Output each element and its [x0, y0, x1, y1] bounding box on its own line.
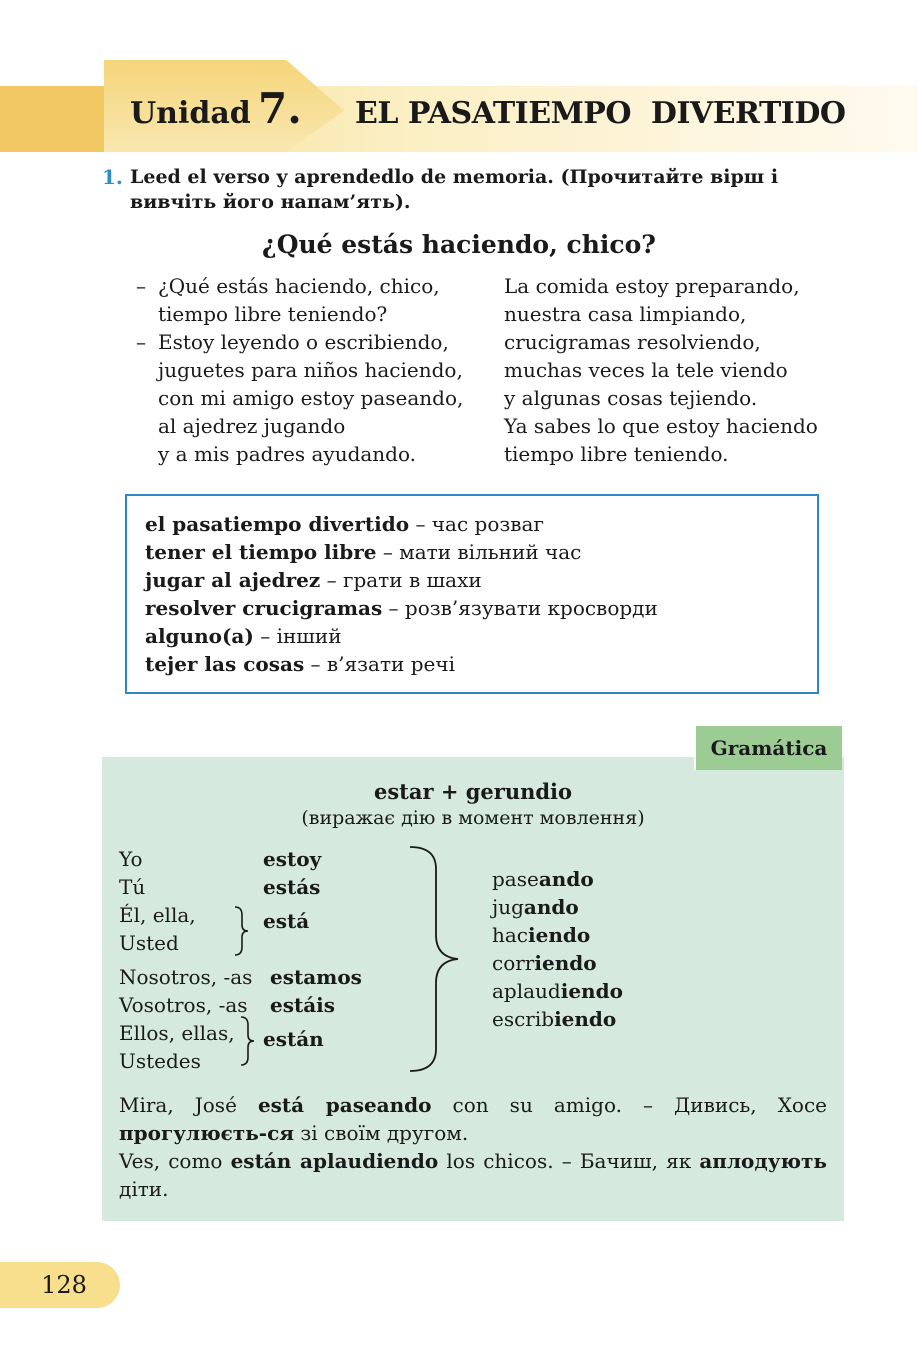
- poem-line: al ajedrez jugando: [158, 414, 346, 438]
- grammar-subtitle: (виражає дію в момент мовлення): [301, 807, 645, 829]
- gerund-item: paseando: [492, 867, 594, 891]
- unit-title: EL PASATIEMPO DIVERTIDO: [355, 96, 846, 131]
- pronoun-yo: Yo: [119, 847, 143, 871]
- gerund-item: jugando: [492, 895, 579, 919]
- verb-estais: estáis: [270, 993, 336, 1017]
- gerund-item: aplaudiendo: [492, 979, 623, 1003]
- poem-line: – ¿Qué estás haciendo, chico,: [136, 274, 440, 298]
- verb-estas: estás: [263, 875, 321, 899]
- gerund-list: [492, 865, 623, 1033]
- small-brace-icon: [232, 905, 250, 957]
- poem-line: tiempo libre teniendo.: [504, 442, 729, 466]
- poem-line: muchas veces la tele viendo: [504, 358, 788, 382]
- vocab-item: [145, 622, 817, 650]
- pronoun-el-ella: Él, ella,: [119, 903, 196, 927]
- vocab-item: [145, 566, 817, 594]
- pronoun-ustedes: Ustedes: [119, 1049, 201, 1073]
- vocab-translation: – інший: [253, 624, 342, 648]
- poem-line: juguetes para niños haciendo,: [158, 358, 463, 382]
- vocab-term: tener el tiempo libre: [145, 540, 377, 564]
- example-sentence: Mira, José está paseando con su amigo. – Дивись, Хосе прогулюєть-ся зі своїм другом.: [119, 1093, 828, 1145]
- poem-line: Ya sabes lo que estoy haciendo: [504, 414, 818, 438]
- verb-estan: están: [263, 1027, 324, 1051]
- verb-esta: está: [263, 909, 310, 933]
- vocab-term: el pasatiempo divertido: [145, 512, 410, 536]
- vocab-term: alguno(a): [145, 624, 254, 648]
- large-brace-icon: [406, 845, 462, 1073]
- unit-label: Unidad: [130, 96, 251, 131]
- verb-estoy: estoy: [263, 847, 322, 871]
- pronoun-nosotros: Nosotros, -as: [119, 965, 253, 989]
- poem-line: – Estoy leyendo o escribiendo,: [136, 330, 449, 354]
- vocab-translation: – час розваг: [409, 512, 544, 536]
- vocab-term: tejer las cosas: [145, 652, 305, 676]
- vocab-translation: – в’язати речі: [304, 652, 455, 676]
- vocabulary-box: [125, 494, 819, 694]
- exercise-number: 1.: [102, 165, 123, 189]
- vocab-item: [145, 538, 817, 566]
- vocab-term: jugar al ajedrez: [145, 568, 321, 592]
- vocab-translation: – мати вільний час: [376, 540, 582, 564]
- example-sentence: Ves, como están aplaudiendo los chicos. – Бачиш, як аплодують діти.: [119, 1149, 827, 1201]
- vocab-item: [145, 650, 817, 678]
- poem-line: y algunas cosas tejiendo.: [504, 386, 758, 410]
- page-number: 128: [0, 1262, 120, 1308]
- pronoun-vosotros: Vosotros, -as: [119, 993, 248, 1017]
- pronoun-usted: Usted: [119, 931, 179, 955]
- vocab-translation: – грати в шахи: [320, 568, 482, 592]
- poem-line: crucigramas resolviendo,: [504, 330, 761, 354]
- vocab-term: resolver crucigramas: [145, 596, 383, 620]
- poem-right-column: [504, 272, 818, 468]
- poem-line: nuestra casa limpiando,: [504, 302, 747, 326]
- grammar-title: estar + gerundio: [373, 779, 573, 804]
- poem-line: y a mis padres ayudando.: [158, 442, 417, 466]
- gerund-item: corriendo: [492, 951, 597, 975]
- vocab-item: [145, 510, 817, 538]
- pronoun-tu: Tú: [119, 875, 146, 899]
- header-edge: [0, 86, 104, 152]
- poem-line: La comida estoy preparando,: [504, 274, 800, 298]
- exercise-instruction: Leed el verso y aprendedlo de memoria. (Прочитайте вірш і вивчіть його напам’ять).: [130, 166, 779, 213]
- grammar-tab: Gramática: [694, 726, 842, 770]
- poem-title: ¿Qué estás haciendo, chico?: [262, 230, 656, 259]
- small-brace-icon: [238, 1015, 256, 1067]
- gerund-item: escribiendo: [492, 1007, 617, 1031]
- verb-estamos: estamos: [270, 965, 362, 989]
- poem-line: con mi amigo estoy paseando,: [158, 386, 464, 410]
- grammar-examples: [119, 1091, 827, 1203]
- grammar-box: [102, 757, 844, 1221]
- poem-line: tiempo libre teniendo?: [158, 302, 388, 326]
- vocab-item: [145, 594, 817, 622]
- vocab-translation: – розв’язувати кросворди: [382, 596, 658, 620]
- poem-left-column: [136, 272, 463, 468]
- unit-number: 7.: [258, 84, 302, 133]
- pronoun-ellos: Ellos, ellas,: [119, 1021, 235, 1045]
- gerund-item: haciendo: [492, 923, 591, 947]
